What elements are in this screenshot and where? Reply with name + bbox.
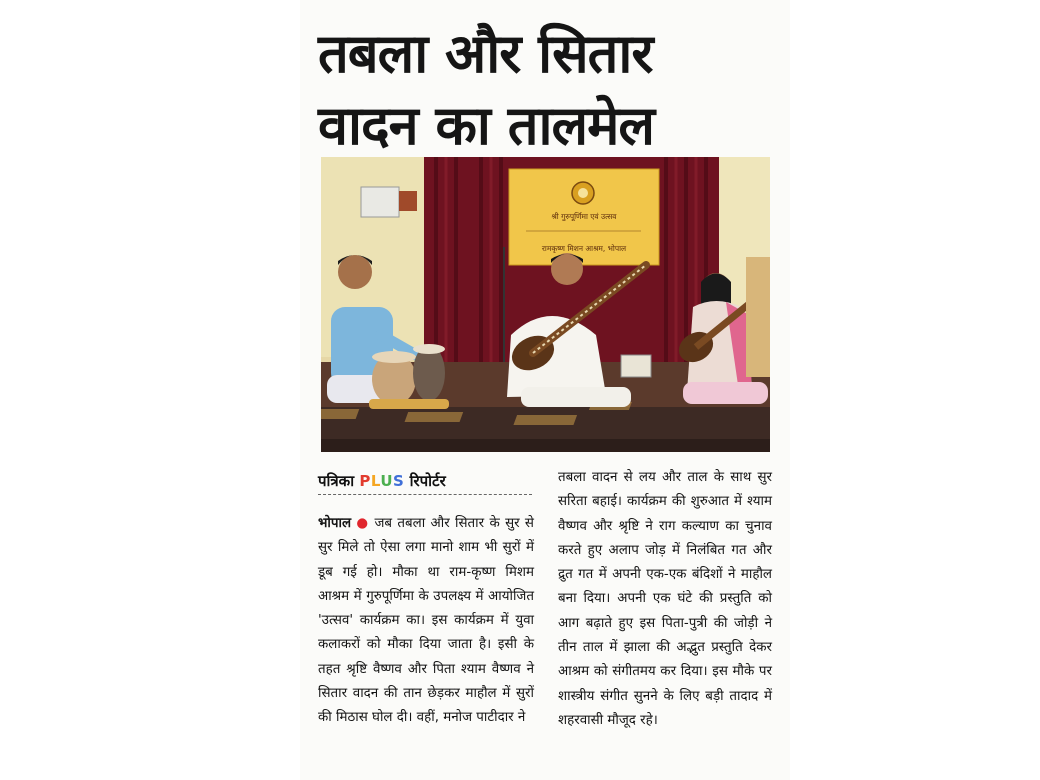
red-dot-icon: ● xyxy=(356,516,370,531)
article-column-1 xyxy=(318,512,534,731)
byline-suffix: रिपोर्टर xyxy=(409,472,446,490)
banner-line-2: रामकृष्ण मिशन आश्रम, भोपाल xyxy=(541,244,627,253)
concert-photo-image xyxy=(321,157,770,452)
concert-photo xyxy=(321,157,770,452)
byline xyxy=(318,470,532,495)
plus-logo: PLUS xyxy=(359,472,405,490)
headline-line-2: वादन का तालमेल xyxy=(318,94,654,157)
byline-prefix: पत्रिका xyxy=(318,472,355,490)
article-column-2 xyxy=(558,466,772,733)
headline-line-1: तबला और सितार xyxy=(318,22,653,85)
article-text-1: जब तबला और सितार के सुर से सुर मिले तो ऐसा लगा मानो शाम भी सुरों में डूब गई हो। मौका था राम-कृष्ण मिशम आश्रम में गुरुपूर्णिमा के उपलक्ष्य में आयोजित 'उत्सव' कार्यक्रम का। इस कार्यक्रम में युवा कलाकरों को मौका दिया जाता है। इसी के तहत श्रृष्टि वैष्णव और पिता श्याम वैष्णव ने सितार वादन की तान छेड़कर माहौल में सुरों की मिठास घोल दी। वहीं, मनोज पाटीदार ने xyxy=(318,516,534,726)
dateline: भोपाल xyxy=(318,516,352,531)
article-text-2: तबला वादन से लय और ताल के साथ सुर सरिता बहाई। कार्यक्रम की शुरुआत में श्याम वैष्णव और श्रृष्टि ने राग कल्याण का चुनाव करते हुए अलाप जोड़ में निलंबित गत और द्रुत गत में अपनी एक-एक बंदिशों ने माहौल बना दिया। अपनी एक घंटे की प्रस्तुति को आग बढ़ाते हुए इस पिता-पुत्री की जोड़ी ने तीन ताल में झाला की अद्भुत प्रस्तुति देकर आश्रम को संगीतमय कर दिया। इस मौके पर शास्त्रीय संगीत सुनने के लिए बड़ी तादाद में शहरवासी मौजूद रहे। xyxy=(558,470,772,728)
headline xyxy=(318,18,788,162)
banner-line-1: श्री गुरुपूर्णिमा एवं उत्सव xyxy=(551,212,617,221)
